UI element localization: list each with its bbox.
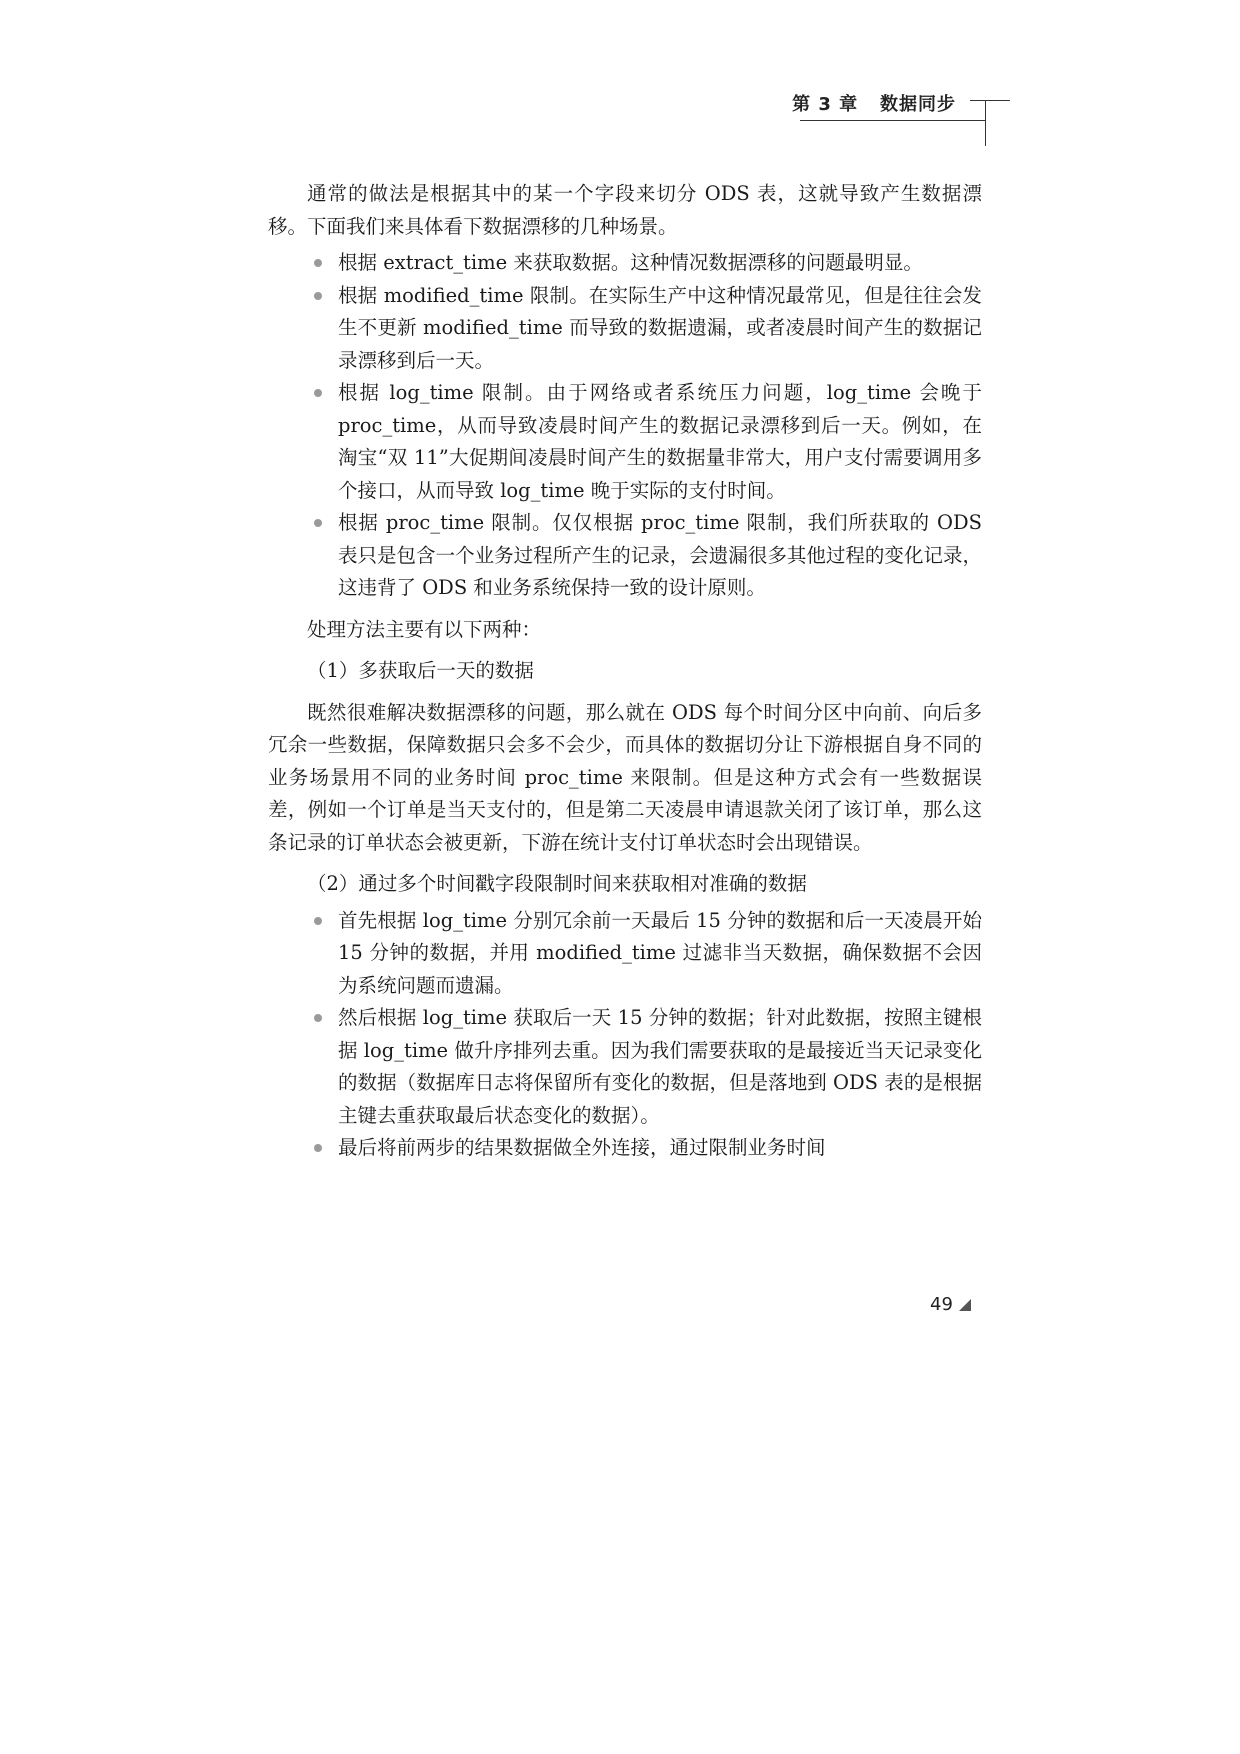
list-item — [338, 377, 982, 507]
list-item-text: 根据 modified_time 限制。在实际生产中这种情况最常见，但是往往会发生不更新 modified_time 而导致的数据遗漏，或者凌晨时间产生的数据记录漂移到后一天。 — [338, 283, 982, 372]
methods-intro: 处理方法主要有以下两种： — [307, 617, 542, 641]
page-body — [268, 178, 982, 1165]
chapter-title: 数据同步 — [880, 94, 956, 115]
header-tick — [970, 100, 1010, 101]
method-2-heading: （2）通过多个时间戳字段限制时间来获取相对准确的数据 — [307, 872, 807, 895]
page-number — [930, 1294, 971, 1315]
bullet-icon — [314, 1014, 322, 1022]
list-item-text: 首先根据 log_time 分别冗余前一天最后 15 分钟的数据和后一天凌晨开始 15 分钟的数据，并用 modified_time 过滤非当天数据，确保数据不会因为系统问题而遗漏。 — [338, 908, 982, 997]
drift-scenarios-list — [268, 247, 982, 605]
list-item — [338, 280, 982, 378]
method-1-paragraph: 既然很难解决数据漂移的问题，那么就在 ODS 每个时间分区中向前、向后多冗余一些数据，保障数据只会多不会少，而具体的数据切分让下游根据自身不同的业务场景用不同的业务时间 proc_time 来限制。但是这种方式会有一些数据误差，例如一个订单是当天支付的，但是第二天凌晨申请退款关闭了该订单，那么这条记录的订单状态会被更新，下游在统计支付订单状态时会出现错误。 — [268, 700, 982, 854]
list-item-text: 然后根据 log_time 获取后一天 15 分钟的数据；针对此数据，按照主键根据 log_time 做升序排列去重。因为我们需要获取的是最接近当天记录变化的数据（数据库日志将保留所有变化的数据，但是落地到 ODS 表的是根据主键去重获取最后状态变化的数据）。 — [338, 1006, 982, 1127]
bullet-icon — [314, 259, 322, 267]
list-item — [338, 1132, 982, 1165]
bullet-icon — [314, 519, 322, 527]
intro-paragraph: 通常的做法是根据其中的某一个字段来切分 ODS 表，这就导致产生数据漂移。下面我们来具体看下数据漂移的几种场景。 — [268, 182, 982, 238]
bullet-icon — [314, 1144, 322, 1152]
list-item — [338, 507, 982, 605]
bullet-icon — [314, 389, 322, 397]
triangle-icon — [959, 1299, 971, 1311]
list-item — [338, 1002, 982, 1132]
page-number-text: 49 — [930, 1294, 953, 1315]
chapter-number: 第 3 章 — [792, 94, 859, 115]
method-1-heading: （1）多获取后一天的数据 — [307, 659, 534, 682]
list-item — [338, 905, 982, 1003]
running-header — [792, 90, 1010, 146]
bullet-icon — [314, 917, 322, 925]
list-item — [338, 247, 982, 280]
list-item-text: 根据 proc_time 限制。仅仅根据 proc_time 限制，我们所获取的 ODS 表只是包含一个业务过程所产生的记录，会遗漏很多其他过程的变化记录，这违背了 ODS 和业务系统保持一致的设计原则。 — [338, 511, 982, 599]
chapter-heading — [792, 90, 956, 116]
list-item-text: 根据 log_time 限制。由于网络或者系统压力问题，log_time 会晚于 proc_time，从而导致凌晨时间产生的数据记录漂移到后一天。例如，在淘宝“双 11”大促期间凌晨时间产生的数据量非常大，用户支付需要调用多个接口，从而导致 log_time 晚于实际的支付时间。 — [338, 381, 982, 502]
list-item-text: 最后将前两步的结果数据做全外连接，通过限制业务时间 — [338, 1136, 826, 1159]
header-rule — [800, 120, 986, 121]
bullet-icon — [314, 292, 322, 300]
list-item-text: 根据 extract_time 来获取数据。这种情况数据漂移的问题最明显。 — [338, 251, 923, 274]
header-vertical-rule — [985, 100, 986, 146]
method-2-steps-list — [268, 905, 982, 1165]
